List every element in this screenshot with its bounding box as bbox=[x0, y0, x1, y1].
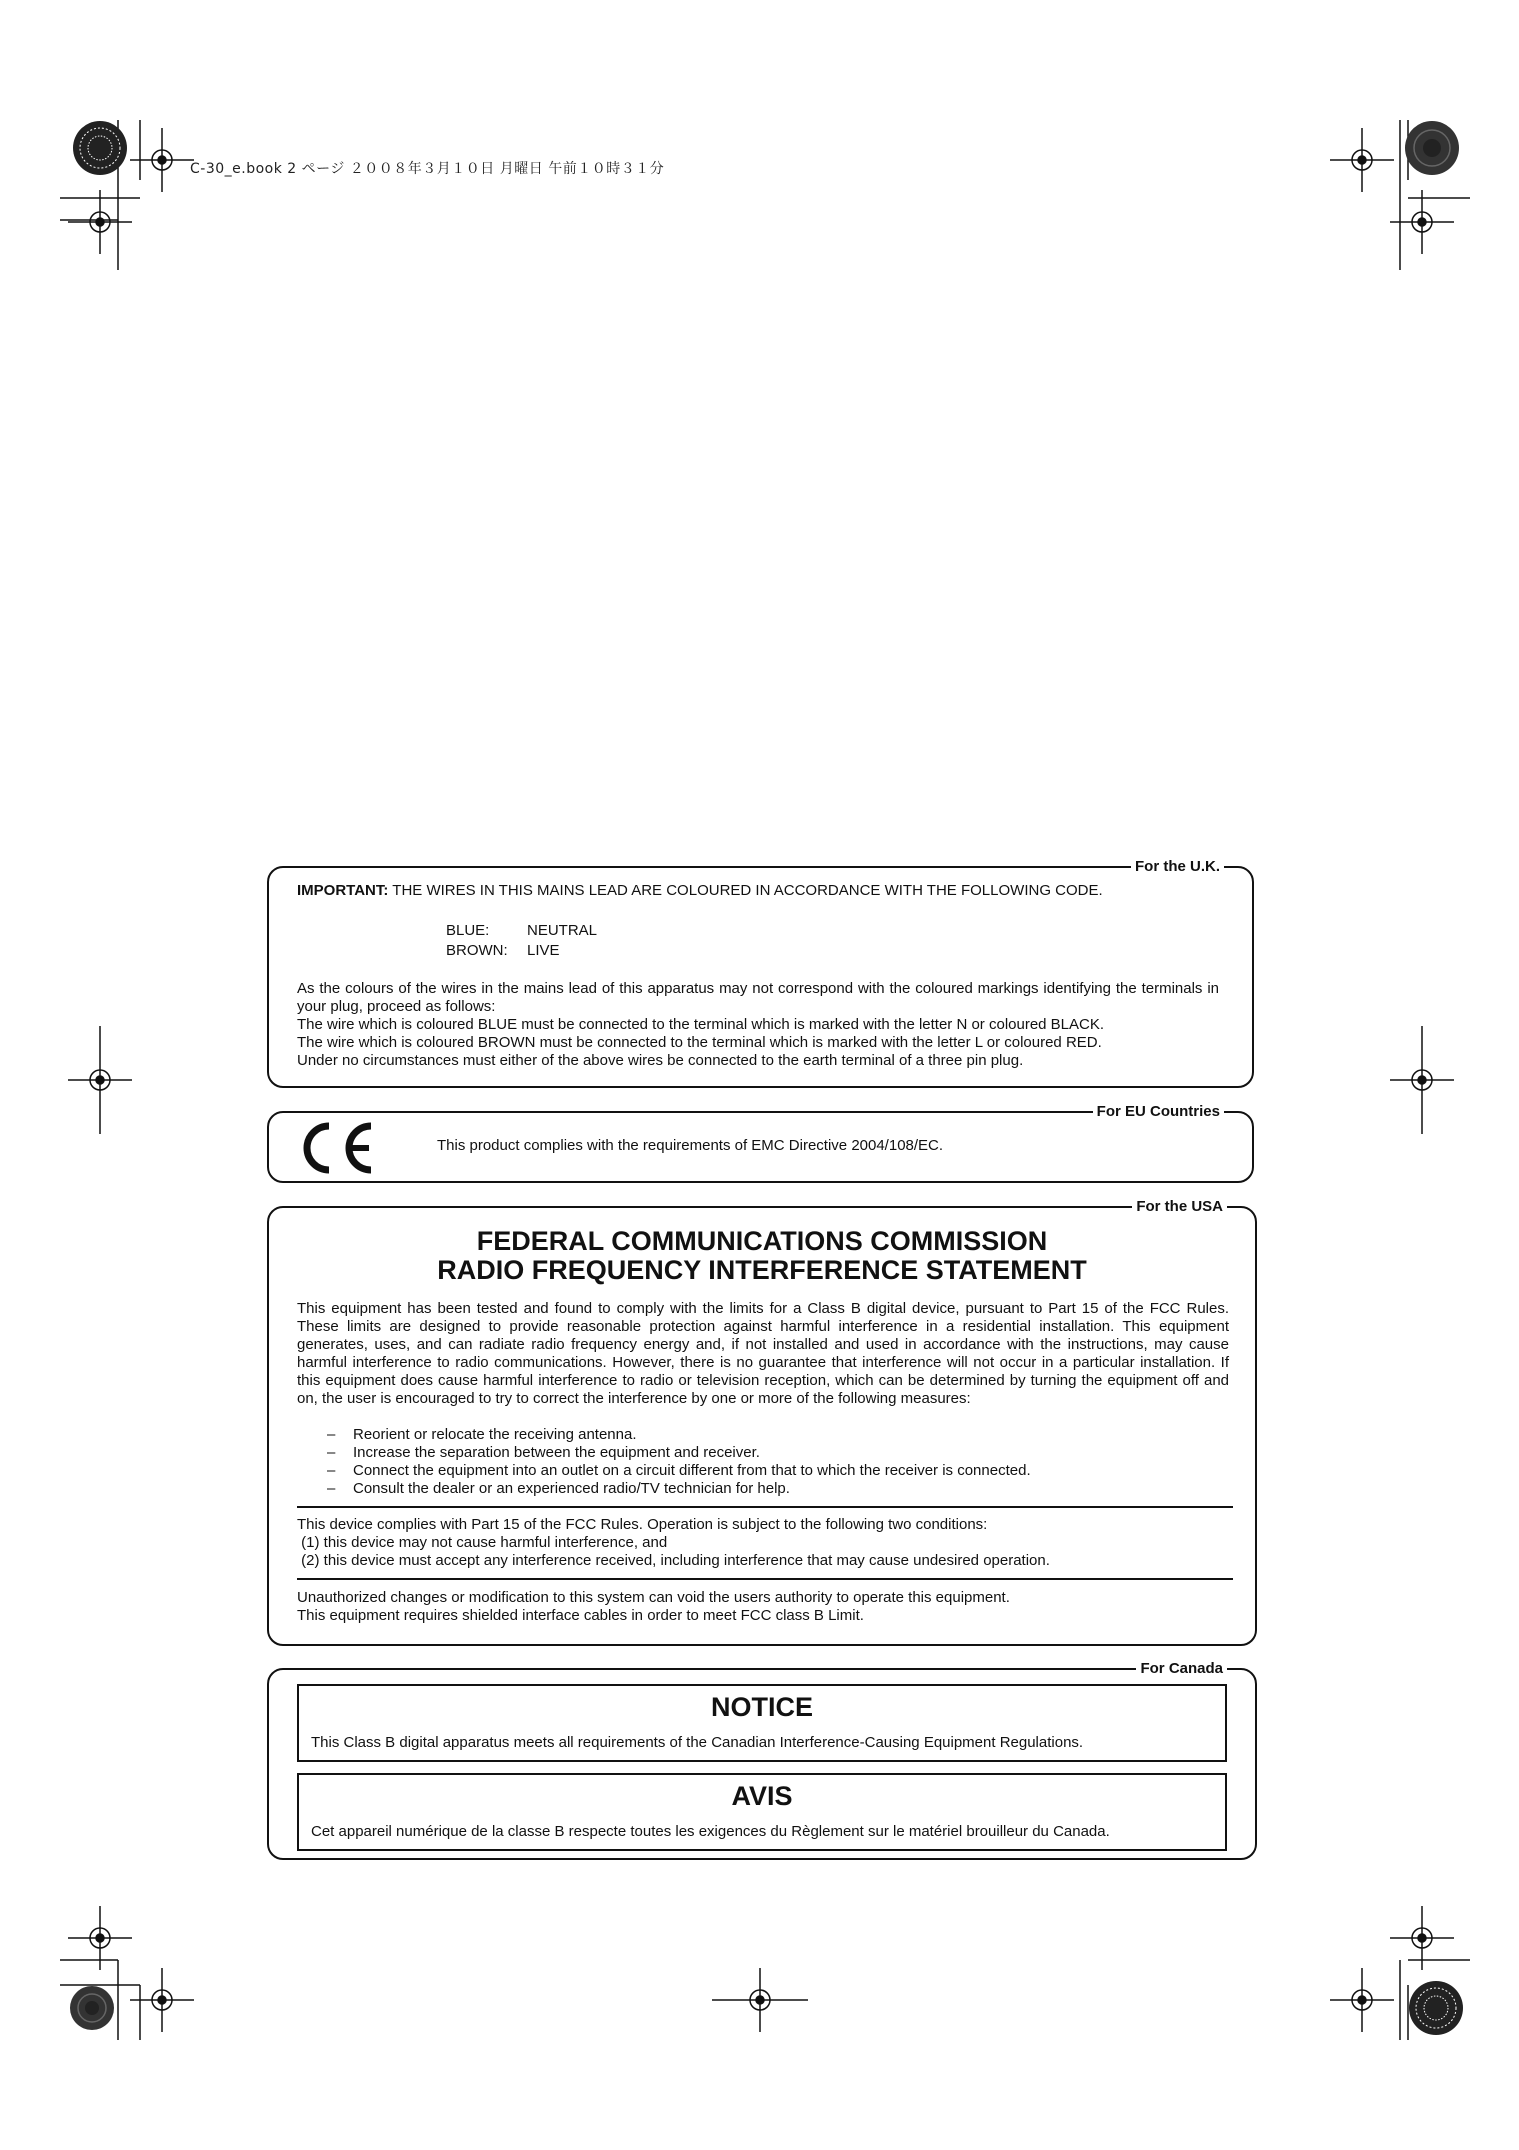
uk-label: For the U.K. bbox=[1131, 857, 1224, 877]
fcc-measure-3: Connect the equipment into an outlet on a circuit different from that to which the receiver is connected. bbox=[353, 1462, 1031, 1479]
eu-box bbox=[267, 1103, 1254, 1183]
notice-title: NOTICE bbox=[710, 1692, 813, 1722]
fcc-measure-dash: – bbox=[327, 1444, 336, 1461]
fcc-measure-dash: – bbox=[327, 1426, 336, 1443]
canada-label: For Canada bbox=[1136, 1659, 1227, 1679]
uk-code-brown-meaning: LIVE bbox=[527, 942, 560, 959]
fcc-measure-4: Consult the dealer or an experienced radio/TV technician for help. bbox=[353, 1480, 790, 1497]
avis-text: Cet appareil numérique de la classe B respecte toutes les exigences du Règlement sur le matériel brouilleur du Canada. bbox=[311, 1823, 1110, 1840]
fcc-title-line2: RADIO FREQUENCY INTERFERENCE STATEMENT bbox=[437, 1255, 1087, 1285]
uk-code-blue-color: BLUE: bbox=[446, 922, 490, 939]
fcc-unauthorized: Unauthorized changes or modification to this system can void the users authority to operate this equipment. bbox=[297, 1589, 1010, 1606]
usa-box bbox=[267, 1198, 1257, 1646]
uk-paragraph: As the colours of the wires in the mains lead of this apparatus may not correspond with the coloured markings identifying the terminals in your plug, proceed as follows: bbox=[297, 980, 1219, 1015]
fcc-divider-2 bbox=[297, 1578, 1233, 1580]
fcc-measure-dash: – bbox=[327, 1480, 336, 1497]
uk-line-earth: Under no circumstances must either of the above wires be connected to the earth terminal of a three pin plug. bbox=[297, 1052, 1024, 1069]
avis-panel bbox=[297, 1773, 1227, 1851]
uk-line-blue: The wire which is coloured BLUE must be connected to the terminal which is marked with the letter N or coloured BLACK. bbox=[297, 1016, 1105, 1033]
fcc-part15-intro: This device complies with Part 15 of the FCC Rules. Operation is subject to the following two conditions: bbox=[297, 1516, 988, 1533]
print-slug: C-30_e.book 2 ページ ２００８年３月１０日 月曜日 午前１０時３１分 bbox=[190, 161, 665, 177]
uk-box bbox=[267, 858, 1254, 1088]
fcc-title-line1: FEDERAL COMMUNICATIONS COMMISSION bbox=[476, 1226, 1048, 1256]
uk-line-brown: The wire which is coloured BROWN must be connected to the terminal which is marked with the letter L or coloured RED. bbox=[297, 1034, 1102, 1051]
usa-label: For the USA bbox=[1132, 1197, 1227, 1217]
eu-label: For EU Countries bbox=[1093, 1102, 1224, 1122]
notice-panel bbox=[297, 1684, 1227, 1762]
fcc-measure-1: Reorient or relocate the receiving antenna. bbox=[353, 1426, 637, 1443]
uk-code-brown-color: BROWN: bbox=[446, 942, 508, 959]
fcc-shielded: This equipment requires shielded interface cables in order to meet FCC class B Limit. bbox=[297, 1607, 864, 1624]
avis-title: AVIS bbox=[731, 1781, 793, 1811]
eu-text: This product complies with the requirements of EMC Directive 2004/108/EC. bbox=[437, 1137, 944, 1154]
fcc-measure-2: Increase the separation between the equipment and receiver. bbox=[353, 1444, 760, 1461]
canada-box bbox=[267, 1660, 1257, 1860]
fcc-condition-2: (2) this device must accept any interference received, including interference that may cause undesired operation. bbox=[297, 1552, 1050, 1569]
uk-code-blue-meaning: NEUTRAL bbox=[527, 922, 598, 939]
uk-important-text: THE WIRES IN THIS MAINS LEAD ARE COLOURED IN ACCORDANCE WITH THE FOLLOWING CODE. bbox=[388, 882, 1103, 899]
fcc-paragraph: This equipment has been tested and found to comply with the limits for a Class B digital device, pursuant to Part 15 of the FCC Rules. These limits are designed to provide reasonable protection against harmful interference in a residential installation. This equipment generates, uses, and can radiate radio frequency energy and, if not installed and used in accordance with the instructions, may cause harmful interference to radio communications. However, there is no guarantee that interference will not occur in a particular installation. If this equipment does cause harmful interference to radio or television reception, which can be determined by turning the equipment off and on, the user is encouraged to try to correct the interference by one or more of the following measures: bbox=[297, 1300, 1229, 1407]
fcc-measure-dash: – bbox=[327, 1462, 336, 1479]
fcc-condition-1: (1) this device may not cause harmful interference, and bbox=[297, 1534, 668, 1551]
ce-mark-icon bbox=[293, 1118, 377, 1178]
uk-important-label: IMPORTANT: bbox=[297, 882, 389, 899]
notice-text: This Class B digital apparatus meets all requirements of the Canadian Interference-Causing Equipment Regulations. bbox=[311, 1734, 1084, 1751]
uk-important bbox=[297, 882, 1227, 900]
fcc-divider-1 bbox=[297, 1506, 1233, 1508]
